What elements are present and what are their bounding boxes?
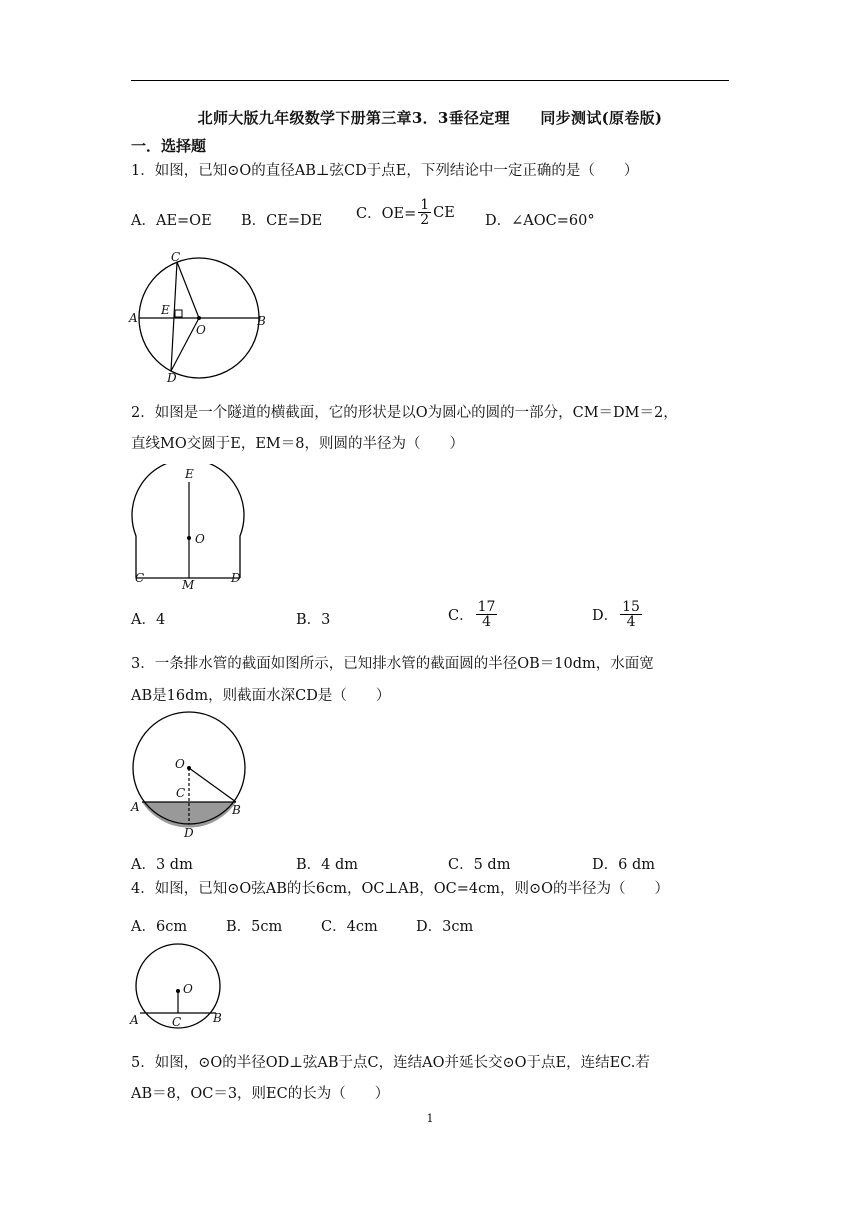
q2-label-o: O [195,532,205,546]
q3-label-b: B [232,803,241,817]
page-number: 1 [426,1112,434,1125]
q3-option-b: B．4 dm [296,857,359,873]
q2-label-c: C [135,571,145,585]
q4-figure [126,942,230,1032]
q1-option-a: A．AE=OE [131,213,212,229]
q4-option-a: A．6cm [131,919,188,935]
q1-label-e: E [161,303,170,317]
q2-option-c-prefix: C． [448,608,474,624]
q2-d-denominator: 4 [626,614,636,630]
q1-c-denominator: 2 [420,212,430,228]
q1-label-a: A [129,311,138,325]
q3-stem-line2: AB是16dm，则截面水深CD是（ ） [131,688,391,704]
q1-option-c-prefix: C．OE= [356,206,417,222]
q1-label-c: C [171,250,181,264]
q4-label-b: B [213,1011,222,1025]
q2-option-a: A．4 [131,612,166,628]
q2-c-denominator: 4 [482,614,491,630]
q4-option-c: C．4cm [321,919,378,935]
q2-label-m: M [182,578,195,592]
q1-label-d: D [167,371,177,384]
q2-option-d [592,600,644,629]
header-rule [131,80,729,81]
q1-option-d: D．∠AOC=60° [485,213,595,229]
q3-option-d: D．6 dm [592,857,655,873]
q1-label-b: B [257,314,266,328]
q2-label-d: D [231,571,241,585]
q3-label-o: O [175,757,185,771]
q4-option-d: D．3cm [416,919,474,935]
q4-label-c: C [172,1015,182,1029]
q3-label-d: D [184,826,194,840]
q1-option-c [356,198,455,227]
q2-option-d-fraction [620,600,642,629]
q1-label-o: O [196,323,206,337]
q5-stem-line2: AB＝8，OC＝3，则EC的长为（ ） [131,1086,390,1102]
q2-option-b: B．3 [296,612,331,628]
q2-option-c-fraction [476,600,498,629]
q1-option-c-suffix: CE [433,204,455,221]
q2-stem-line2: 直线MO交圆于E，EM＝8，则圆的半径为（ ） [131,436,464,452]
q3-figure [126,710,252,845]
q2-c-numerator: 17 [477,599,496,615]
q4-label-a: A [130,1013,139,1027]
page-title: 北师大版九年级数学下册第三章3．3垂径定理 同步测试(原卷版) [197,109,663,127]
section-heading: 一．选择题 [131,137,207,155]
q2-d-numerator: 15 [622,599,640,615]
q3-label-c: C [176,786,186,800]
q1-option-b: B．CE=DE [241,213,323,229]
q1-figure [125,248,275,384]
q3-label-a: A [131,800,140,814]
q1-option-c-fraction [418,198,431,227]
q5-stem-line1: 5．如图，⊙O的半径OD⊥弦AB于点C，连结AO并延长交⊙O于点E，连结EC.若 [131,1055,650,1071]
q1-stem: 1．如图，已知⊙O的直径AB⊥弦CD于点E，下列结论中一定正确的是（ ） [131,163,639,179]
q3-option-a: A．3 dm [131,857,193,873]
q2-stem-line1: 2．如图是一个隧道的横截面，它的形状是以O为圆心的圆的一部分，CM＝DM＝2， [131,405,678,421]
q4-stem: 4．如图，已知⊙O弦AB的长6cm，OC⊥AB，OC=4cm，则⊙O的半径为（ ） [131,881,669,897]
q2-option-d-prefix: D． [592,608,619,624]
q3-option-c: C．5 dm [448,857,511,873]
q2-label-e: E [185,467,194,481]
q2-figure [128,464,254,594]
q4-option-b: B．5cm [226,919,283,935]
q4-label-o: O [183,982,193,996]
q2-option-c [448,600,499,629]
q1-c-numerator: 1 [420,197,430,213]
q3-stem-line1: 3．一条排水管的截面如图所示，已知排水管的截面圆的半径OB＝10dm，水面宽 [131,656,654,672]
